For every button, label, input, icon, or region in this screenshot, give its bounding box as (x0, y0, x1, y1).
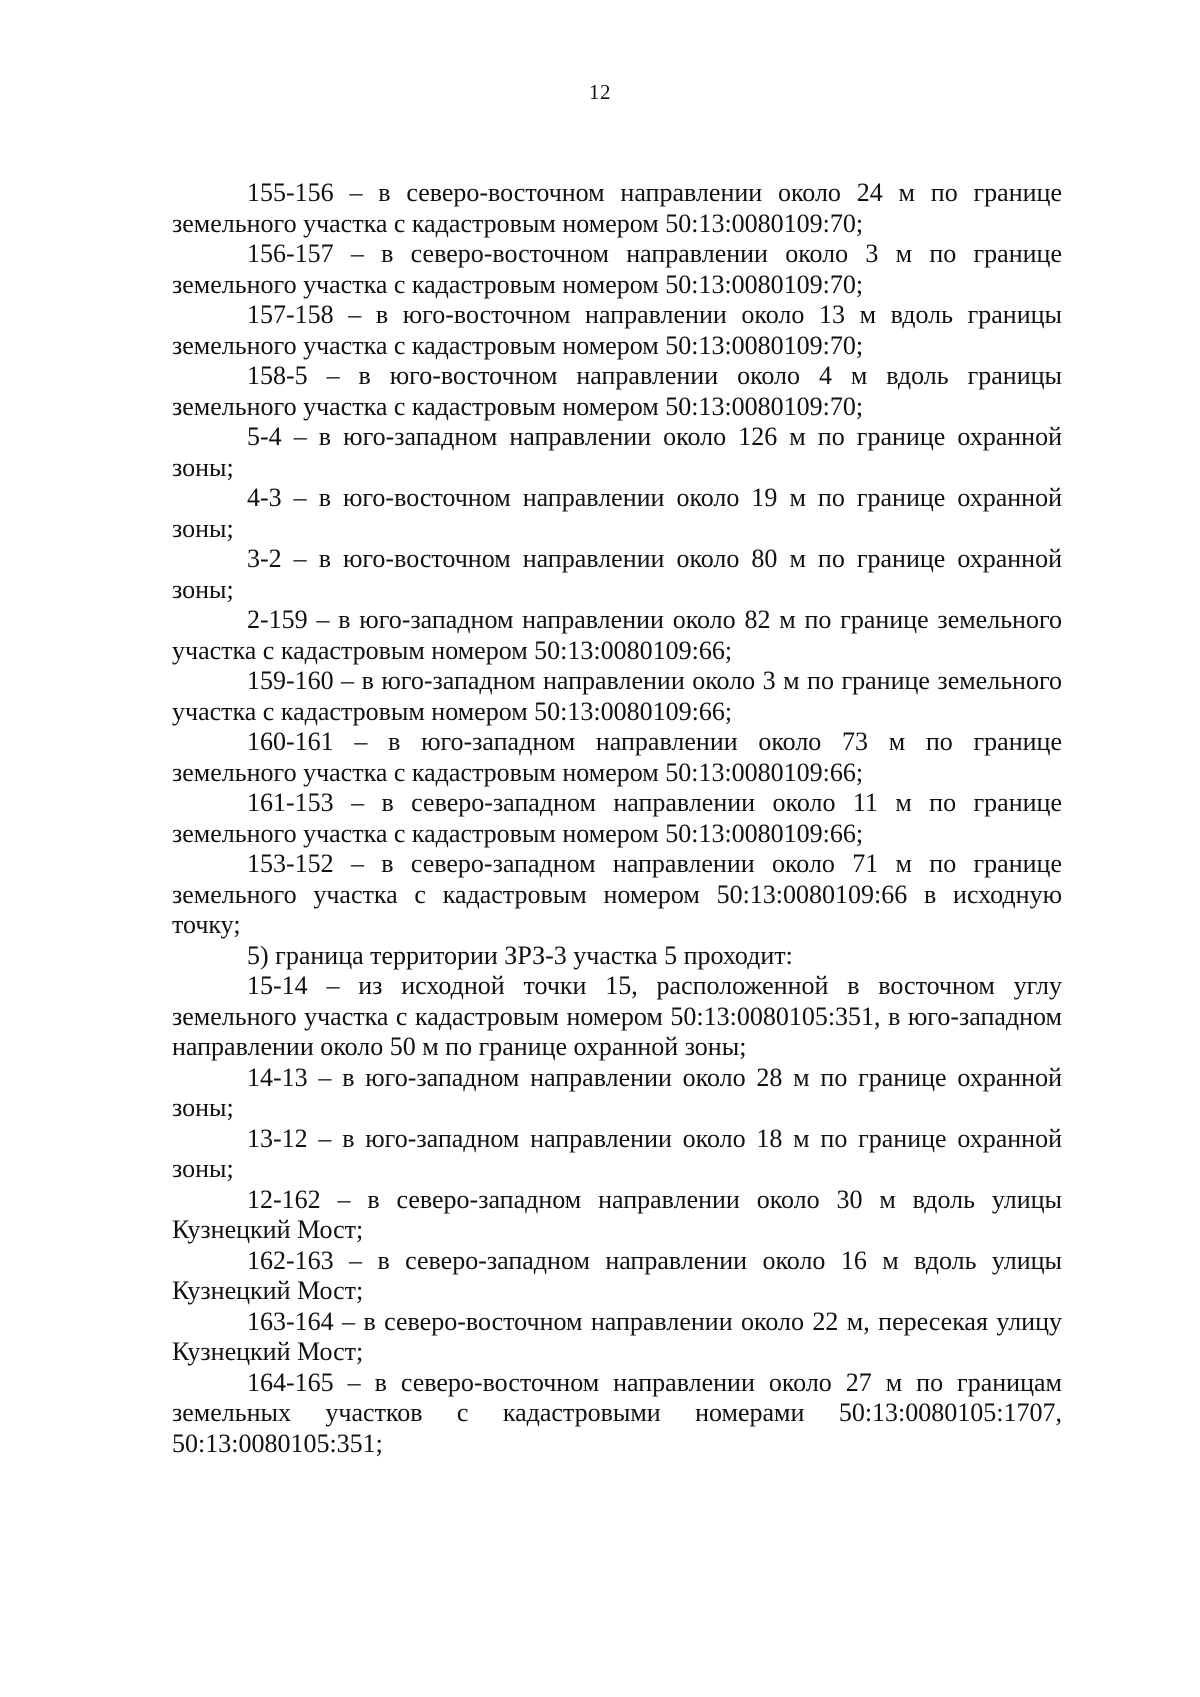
paragraph-4-3: 4-3 – в юго-восточном направлении около 19 м по границе охранной зоны; (172, 483, 1062, 543)
paragraph-162-163: 162-163 – в северо-западном направлении около 16 м вдоль улицы Кузнецкий Мост; (172, 1245, 1062, 1305)
paragraph-155-156: 155-156 – в северо-восточном направлении около 24 м по границе земельного участка с кадастровым номером 50:13:0080109:70; (172, 178, 1062, 238)
paragraph-15-14: 15-14 – из исходной точки 15, расположенной в восточном углу земельного участка с кадастровым номером 50:13:0080105:351, в юго-западном направлении около 50 м по границе охранной зоны; (172, 971, 1062, 1061)
paragraph-157-158: 157-158 – в юго-восточном направлении около 13 м вдоль границы земельного участка с кадастровым номером 50:13:0080109:70; (172, 300, 1062, 360)
paragraph-159-160: 159-160 – в юго-западном направлении около 3 м по границе земельного участка с кадастровым номером 50:13:0080109:66; (172, 666, 1062, 726)
paragraph-158-5: 158-5 – в юго-восточном направлении около 4 м вдоль границы земельного участка с кадастровым номером 50:13:0080109:70; (172, 361, 1062, 421)
paragraph-156-157: 156-157 – в северо-восточном направлении около 3 м по границе земельного участка с кадастровым номером 50:13:0080109:70; (172, 239, 1062, 299)
paragraph-163-164: 163-164 – в северо-восточном направлении около 22 м, пересекая улицу Кузнецкий Мост; (172, 1306, 1062, 1366)
page-number: 12 (589, 80, 611, 104)
paragraph-160-161: 160-161 – в юго-западном направлении около 73 м по границе земельного участка с кадастровым номером 50:13:0080109:66; (172, 727, 1062, 787)
paragraph-2-159: 2-159 – в юго-западном направлении около 82 м по границе земельного участка с кадастровым номером 50:13:0080109:66; (172, 605, 1062, 665)
paragraph-153-152: 153-152 – в северо-западном направлении около 71 м по границе земельного участка с кадастровым номером 50:13:0080109:66 в исходную точку; (172, 849, 1062, 939)
section-heading-zrz3-plot5: 5) граница территории ЗРЗ-3 участка 5 проходит: (247, 940, 793, 970)
paragraph-5-4: 5-4 – в юго-западном направлении около 126 м по границе охранной зоны; (172, 422, 1062, 482)
paragraph-12-162: 12-162 – в северо-западном направлении около 30 м вдоль улицы Кузнецкий Мост; (172, 1184, 1062, 1244)
paragraph-14-13: 14-13 – в юго-западном направлении около 28 м по границе охранной зоны; (172, 1062, 1062, 1122)
paragraph-13-12: 13-12 – в юго-западном направлении около 18 м по границе охранной зоны; (172, 1123, 1062, 1183)
document-body (172, 178, 1062, 1459)
paragraph-164-165: 164-165 – в северо-восточном направлении около 27 м по границам земельных участков с кадастровыми номерами 50:13:0080105:1707, 50:13:0080105:351; (172, 1367, 1062, 1458)
paragraph-3-2: 3-2 – в юго-восточном направлении около 80 м по границе охранной зоны; (172, 544, 1062, 604)
paragraph-161-153: 161-153 – в северо-западном направлении около 11 м по границе земельного участка с кадастровым номером 50:13:0080109:66; (172, 788, 1062, 848)
